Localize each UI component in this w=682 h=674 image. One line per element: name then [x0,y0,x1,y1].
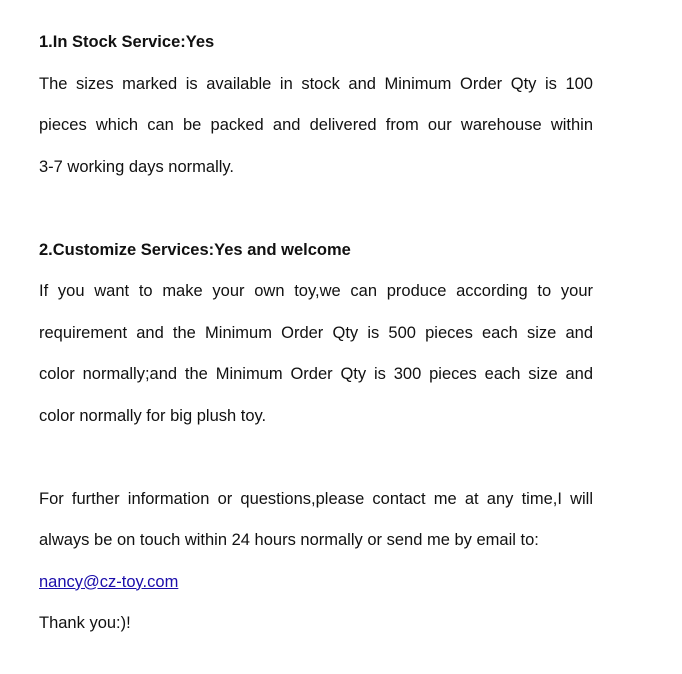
in-stock-text-line-1: The sizes marked is available in stock and Minimum Order Qty is 100 [39,74,593,93]
section-heading-customize: 2.Customize Services:Yes and welcome [39,240,351,259]
email-line [39,562,593,604]
section-heading-in-stock: 1.In Stock Service:Yes [39,33,215,51]
customize-text-line-1: If you want to make your own toy,we can produce according to your [39,282,593,300]
customize-text-line-4: color normally for big plush toy. [39,406,267,425]
closing-text: Thank you:)! [39,614,131,632]
customize-text-line-2: requirement and the Minimum Order Qty is 500 pieces each size and [39,323,593,342]
in-stock-text-line-3: 3-7 working days normally. [39,157,235,176]
contact-text-line-1: For further information or questions,please contact me at any time,I will [39,489,593,508]
spacer [39,188,593,230]
email-link[interactable]: nancy@cz-toy.com [39,572,179,591]
customize-text-line-3: color normally;and the Minimum Order Qty is 300 pieces each size and [39,365,593,383]
in-stock-text-line-2: pieces which can be packed and delivered from our warehouse within [39,116,593,134]
document-body [39,22,593,645]
contact-text-line-2: always be on touch within 24 hours normally or send me by email to: [39,531,539,549]
spacer [39,437,593,479]
